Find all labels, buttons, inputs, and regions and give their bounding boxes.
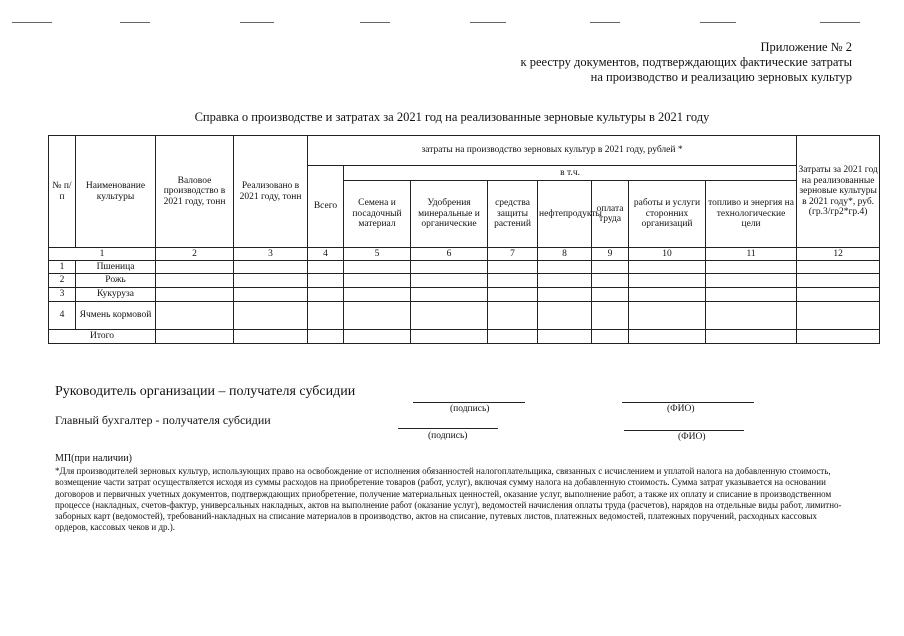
cell[interactable] [797,274,880,288]
accountant-signature-line[interactable] [398,428,498,429]
cell[interactable] [344,288,411,302]
scan-edge-dash [700,22,736,23]
header-num: № п/п [49,136,76,248]
cell[interactable] [308,302,344,330]
row-num: 3 [49,288,76,302]
appendix-line-2: к реестру документов, подтверждающих фактические затраты [520,55,852,69]
accountant-fio-caption: (ФИО) [678,432,706,442]
col-number: 6 [411,248,488,261]
accountant-fio-line[interactable] [624,430,744,431]
cell[interactable] [629,261,706,274]
col-number: 11 [706,248,797,261]
head-signature-label: Руководитель организации – получателя субсидии [55,384,356,399]
head-signature-line[interactable] [413,402,525,403]
appendix-number: Приложение № 2 [760,40,852,54]
row-crop-name: Кукуруза [76,288,156,302]
cell[interactable] [234,274,308,288]
header-fertilizers: Удобрения минеральные и органические [411,181,488,248]
cell[interactable] [629,330,706,344]
cost-table [48,135,880,344]
header-gross: Валовое производство в 2021 году, тонн [156,136,234,248]
cell[interactable] [629,302,706,330]
scan-edge-dash [360,22,390,23]
cell[interactable] [411,274,488,288]
row-num: 2 [49,274,76,288]
header-sold: Реализовано в 2021 году, тонн [234,136,308,248]
cell[interactable] [308,261,344,274]
header-costs-group: затраты на производство зерновых культур в 2021 году, рублей * [308,136,797,166]
cell[interactable] [706,302,797,330]
cell[interactable] [797,302,880,330]
row-num: 1 [49,261,76,274]
cell[interactable] [629,274,706,288]
col-number: 7 [488,248,538,261]
scan-edge-dash [820,22,860,23]
table-row [49,274,880,288]
col-number: 1 [49,248,156,261]
cell[interactable] [344,274,411,288]
cell[interactable] [797,330,880,344]
document-title: Справка о производстве и затратах за 2021 год на реализованные зерновые культуры в 2021 году [194,110,710,124]
cell[interactable] [797,261,880,274]
cell[interactable] [488,302,538,330]
header-services: работы и услуги сторонних организаций [629,181,706,248]
cell[interactable] [592,274,629,288]
total-label: Итого [49,330,156,344]
cell[interactable] [234,288,308,302]
cell[interactable] [629,288,706,302]
table-total-row [49,330,880,344]
cell[interactable] [411,302,488,330]
cell[interactable] [592,288,629,302]
cell[interactable] [156,330,234,344]
cell[interactable] [706,274,797,288]
cell[interactable] [308,288,344,302]
col-number: 2 [156,248,234,261]
cell[interactable] [538,274,592,288]
accountant-signature-caption: (подпись) [428,431,468,441]
col-number: 10 [629,248,706,261]
appendix-line-3: на производство и реализацию зерновых культур [590,70,852,84]
scan-edge-dash [470,22,506,23]
scan-edge-dash [240,22,274,23]
cell[interactable] [156,274,234,288]
row-num: 4 [49,302,76,330]
cell[interactable] [706,261,797,274]
footnote: *Для производителей зерновых культур, использующих право на освобождение от исполнения обязанностей налогоплательщика, связанных с исчислением и уплатой налога на добавленную стоимость, возмещение части затрат осуществляется исходя из суммы расходов на приобретение товаров (работ, услуг), включая сумму налога на добавленную стоимость. Сумма затрат указывается на основании договоров и первичных учетных документов, подтверждающих приобретение, получение материальных ценностей, оказание услуг, выполнение работ, а также их оплату и списание в производственном процессе (накладных, счетов-фактур, универсальных накладных, актов на выполнение работ (оказание услуг), ведомостей начисления оплаты труда (расчетов), нарядов на отдельные виды работ, лимитно-заборных карт (ведомостей), требований-накладных на списание материалов в производство, актов на списание, путевых листов, платежных ведомостей, платежных поручений, расходных кассовых ордеров, кассовых чеков и др.). [55,466,842,533]
header-fuel: топливо и энергия на технологические цели [706,181,797,248]
cell[interactable] [156,302,234,330]
row-crop-name: Пшеница [76,261,156,274]
stamp-note: МП(при наличии) [55,453,132,464]
cell[interactable] [797,288,880,302]
accountant-signature-label: Главный бухгалтер - получателя субсидии [55,413,271,427]
table-row [49,288,880,302]
col-number: 8 [538,248,592,261]
cell[interactable] [538,302,592,330]
head-fio-caption: (ФИО) [667,404,695,414]
col-number: 9 [592,248,629,261]
header-sold-costs: Затраты за 2021 год на реализованные зерновые культуры в 2021 году*, руб. (гр.3/гр2*гр.4) [797,136,880,248]
head-signature-caption: (подпись) [450,404,490,414]
cell[interactable] [344,330,411,344]
row-crop-name: Ячмень кормовой [76,302,156,330]
cell[interactable] [488,330,538,344]
cell[interactable] [234,330,308,344]
table-row [49,302,880,330]
header-incl: в т.ч. [344,166,797,181]
cell[interactable] [706,288,797,302]
cell[interactable] [592,330,629,344]
cell[interactable] [411,261,488,274]
cell[interactable] [538,330,592,344]
cell[interactable] [344,261,411,274]
col-number: 3 [234,248,308,261]
cell[interactable] [488,261,538,274]
header-wages: оплата труда [592,181,629,248]
row-crop-name: Рожь [76,274,156,288]
table-row [49,261,880,274]
cell[interactable] [706,330,797,344]
column-numbers-row [49,248,880,261]
header-protection: средства защиты растений [488,181,538,248]
cell[interactable] [156,261,234,274]
head-fio-line[interactable] [622,402,754,403]
scan-edge-dash [12,22,52,23]
cell[interactable] [538,288,592,302]
cell[interactable] [411,288,488,302]
appendix-header [521,40,852,85]
scan-edge-dash [590,22,620,23]
header-name: Наименование культуры [76,136,156,248]
col-number: 5 [344,248,411,261]
scan-edge-dash [120,22,150,23]
cell[interactable] [488,288,538,302]
cell[interactable] [308,274,344,288]
col-number: 12 [797,248,880,261]
col-number: 4 [308,248,344,261]
cell[interactable] [592,302,629,330]
header-seeds: Семена и посадочный материал [344,181,411,248]
cell[interactable] [234,261,308,274]
header-oil: нефтепродукты [538,181,592,248]
cell[interactable] [344,302,411,330]
cell[interactable] [488,274,538,288]
cell[interactable] [592,261,629,274]
cell[interactable] [308,330,344,344]
header-total: Всего [308,166,344,248]
cell[interactable] [411,330,488,344]
cell[interactable] [538,261,592,274]
cell[interactable] [234,302,308,330]
cell[interactable] [156,288,234,302]
